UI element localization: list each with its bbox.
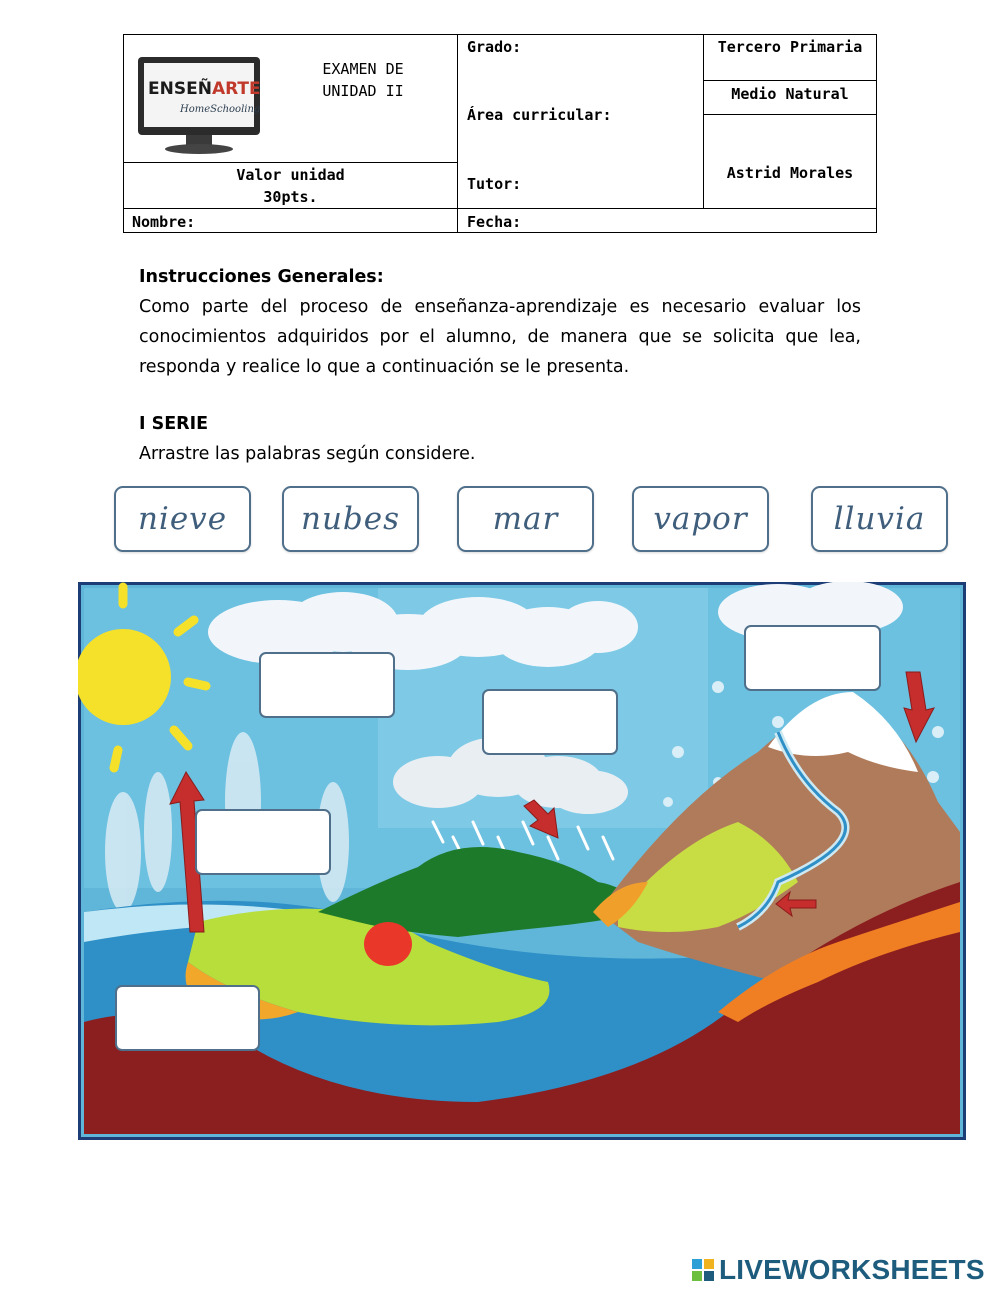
word-card-mar[interactable]: mar	[457, 486, 594, 552]
exam-title-line1: EXAMEN DE	[322, 60, 404, 78]
logo-brand-part1: ENSEÑ	[148, 79, 212, 99]
tutor-value: Astrid Morales	[726, 164, 854, 182]
logo-brand-part2: ARTE	[211, 79, 261, 99]
ensenarte-logo	[136, 54, 264, 156]
water-cycle-diagram	[78, 582, 966, 1140]
word-card-lluvia[interactable]: lluvia	[811, 486, 948, 552]
valor-line2: 30pts.	[263, 188, 318, 206]
series-title	[139, 409, 861, 439]
valor-line1: Valor unidad	[236, 166, 345, 184]
instructions-title	[139, 262, 861, 292]
area-value: Medio Natural	[731, 85, 849, 103]
tutor-label: Tutor:	[467, 175, 522, 193]
exam-title	[293, 58, 433, 102]
logo-subtitle: HomeSchooling	[180, 104, 261, 115]
valor-unidad	[123, 164, 458, 208]
svg-text:ENSEÑARTE	[148, 76, 261, 99]
nombre-label: Nombre:	[132, 213, 196, 231]
drop-zone-sea[interactable]	[115, 985, 260, 1051]
fecha-label: Fecha:	[467, 213, 522, 231]
grado-value: Tercero Primaria	[717, 38, 863, 56]
instructions-body: Como parte del proceso de enseñanza-aprendizaje es necesario evaluar los conocimientos adquiridos por el alumno, de manera que se solicita que lea, responda y realice lo que a continuación se le presenta.	[139, 297, 861, 377]
drop-zone-mountain[interactable]	[744, 625, 881, 691]
liveworksheets-logo-icon	[692, 1259, 714, 1281]
series-instruction: Arrastre las palabras según considere.	[139, 444, 476, 464]
grado-label: Grado:	[467, 38, 522, 56]
exam-header-table	[123, 34, 877, 233]
word-card-nieve[interactable]: nieve	[114, 486, 251, 552]
word-card-vapor[interactable]: vapor	[632, 486, 769, 552]
series-title-text: I SERIE	[139, 414, 209, 434]
area-label: Área curricular:	[467, 106, 612, 124]
drop-zone-top-left[interactable]	[259, 652, 395, 718]
word-card-nubes[interactable]: nubes	[282, 486, 419, 552]
liveworksheets-brand: LIVEWORKSHEETS	[719, 1254, 985, 1285]
liveworksheets-footer	[692, 1253, 985, 1287]
instructions-title-text: Instrucciones Generales:	[139, 267, 384, 287]
drop-zone-center-cloud[interactable]	[482, 689, 618, 755]
drop-zone-evaporation[interactable]	[195, 809, 331, 875]
exam-title-line2: UNIDAD II	[322, 82, 404, 100]
